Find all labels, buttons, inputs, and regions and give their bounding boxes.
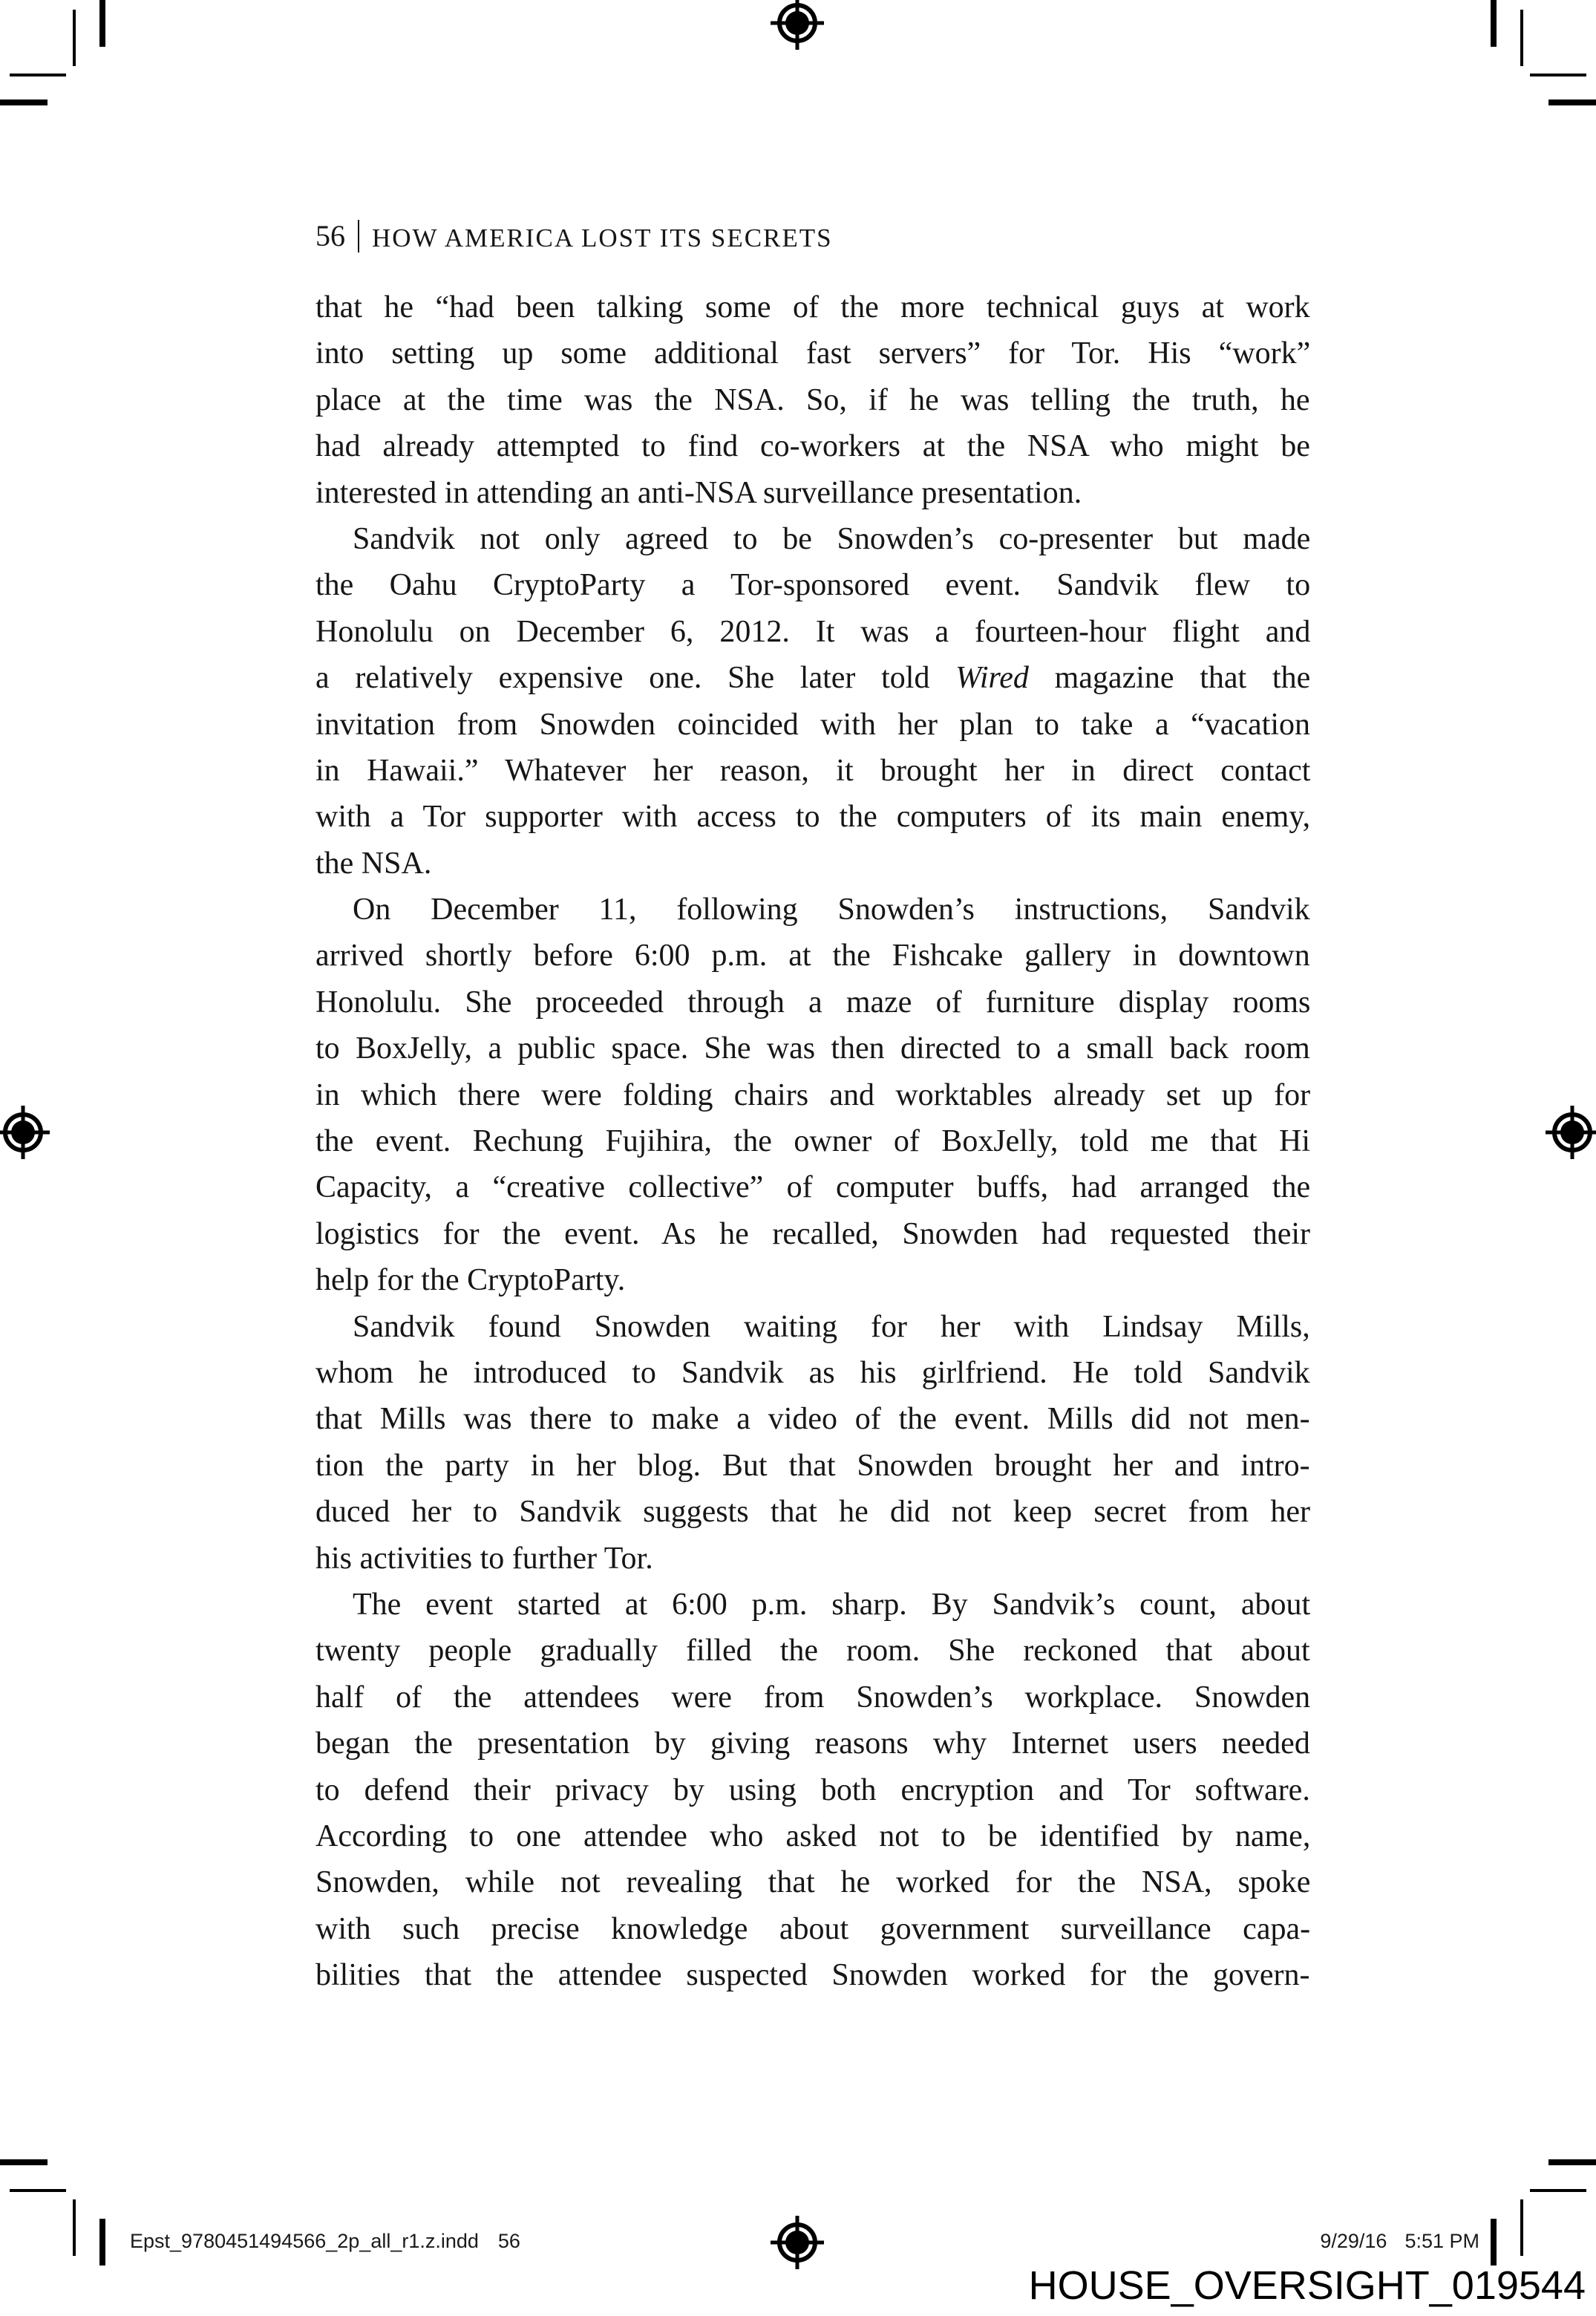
body-line: had already attempted to find co-workers at the NSA who might be <box>315 429 1310 464</box>
body-line: the NSA. <box>315 846 432 881</box>
body-paragraph <box>315 284 1310 516</box>
body-line: help for the CryptoParty. <box>315 1263 626 1298</box>
body-line: arrived shortly before 6:00 p.m. at the Fishcake gallery in downtown <box>315 939 1310 973</box>
body-line: the Oahu CryptoParty a Tor-sponsored event. Sandvik flew to <box>315 568 1311 603</box>
crop-mark <box>1491 0 1497 47</box>
body-line: Honolulu. She proceeded through a maze of furniture display rooms <box>315 985 1311 1020</box>
body-line: in Hawaii.” Whatever her reason, it brought her in direct contact <box>315 753 1311 788</box>
body-line: a relatively expensive one. She later told Wired magazine that the <box>315 661 1311 696</box>
slug-page-number: 56 <box>497 2230 520 2252</box>
crop-mark <box>0 2159 48 2165</box>
body-line: Sandvik not only agreed to be Snowden’s co-presenter but made <box>353 521 1311 556</box>
page-number: 56 <box>315 219 345 252</box>
body-line: interested in attending an anti-NSA surveillance presentation. <box>315 475 1082 510</box>
crop-mark <box>1520 10 1523 66</box>
body-line: in which there were folding chairs and worktables already set up for <box>315 1077 1311 1112</box>
slug-date: 9/29/16 <box>1320 2230 1387 2252</box>
crop-mark <box>0 100 48 105</box>
body-line: invitation from Snowden coincided with her plan to take a “vacation <box>315 707 1310 742</box>
body-line: Capacity, a “creative collective” of computer buffs, had arranged the <box>315 1170 1311 1205</box>
registration-target-icon <box>769 0 825 51</box>
body-line: to BoxJelly, a public space. She was then directed to a small back room <box>315 1031 1310 1066</box>
body-line: the event. Rechung Fujihira, the owner of BoxJelly, told me that Hi <box>315 1124 1311 1159</box>
body-line: duced her to Sandvik suggests that he did not keep secret from her <box>315 1495 1311 1530</box>
crop-mark <box>1520 2199 1523 2256</box>
body-line: with such precise knowledge about government surveillance capa- <box>315 1911 1311 1946</box>
registration-target-icon <box>1544 1104 1596 1161</box>
body-text <box>315 284 1310 1998</box>
body-line: whom he introduced to Sandvik as his girlfriend. He told Sandvik <box>315 1355 1310 1390</box>
body-line: to defend their privacy by using both encryption and Tor software. <box>315 1772 1310 1807</box>
crop-mark <box>10 74 66 76</box>
crop-mark <box>10 2189 66 2192</box>
body-line: that he “had been talking some of the more technical guys at work <box>315 290 1310 324</box>
crop-mark <box>1530 2189 1586 2192</box>
body-line: half of the attendees were from Snowden’s workplace. Snowden <box>315 1680 1311 1715</box>
body-line: tion the party in her blog. But that Snowden brought her and intro- <box>315 1448 1310 1483</box>
crop-mark <box>1548 100 1596 105</box>
body-line: According to one attendee who asked not to be identified by name, <box>315 1818 1311 1853</box>
header-divider <box>358 220 359 252</box>
body-line: his activities to further Tor. <box>315 1541 653 1576</box>
body-line: Honolulu on December 6, 2012. It was a fourteen-hour flight and <box>315 614 1311 649</box>
crop-mark <box>1548 2159 1596 2165</box>
body-line: bilities that the attendee suspected Snowden worked for the govern- <box>315 1958 1310 1993</box>
body-line: Sandvik found Snowden waiting for her with Lindsay Mills, <box>353 1309 1310 1344</box>
body-line: Snowden, while not revealing that he worked for the NSA, spoke <box>315 1865 1311 1900</box>
body-line: The event started at 6:00 p.m. sharp. By Sandvik’s count, about <box>353 1587 1311 1622</box>
body-paragraph <box>315 887 1310 1304</box>
body-line: into setting up some additional fast servers” for Tor. His “work” <box>315 336 1311 371</box>
crop-mark <box>99 0 105 47</box>
body-line: that Mills was there to make a video of the event. Mills did not men- <box>315 1402 1310 1437</box>
body-line: began the presentation by giving reasons why Internet users needed <box>315 1726 1310 1761</box>
body-paragraph <box>315 1304 1310 1582</box>
registration-target-icon <box>0 1104 51 1161</box>
crop-mark <box>73 10 76 66</box>
body-line: twenty people gradually filled the room. She reckoned that about <box>315 1634 1310 1669</box>
print-slug <box>130 2229 520 2253</box>
slug-filename: Epst_9780451494566_2p_all_r1.z.indd <box>130 2230 479 2252</box>
bates-stamp: HOUSE_OVERSIGHT_019544 <box>1028 2263 1586 2308</box>
body-paragraph <box>315 1582 1310 1999</box>
slug-time: 5:51 PM <box>1404 2230 1479 2252</box>
body-line: with a Tor supporter with access to the computers of its main enemy, <box>315 800 1311 835</box>
crop-mark <box>99 2219 105 2266</box>
book-title: HOW AMERICA LOST ITS SECRETS <box>372 224 833 252</box>
crop-mark <box>73 2199 76 2256</box>
body-line: On December 11, following Snowden’s instructions, Sandvik <box>353 893 1310 927</box>
registration-target-icon <box>769 2214 825 2271</box>
crop-mark <box>1491 2219 1497 2266</box>
body-paragraph <box>315 516 1310 887</box>
print-slug-datetime <box>1257 2229 1479 2253</box>
body-line: logistics for the event. As he recalled, Snowden had requested their <box>315 1216 1310 1251</box>
running-head <box>315 220 833 252</box>
crop-mark <box>1530 74 1586 76</box>
body-line: place at the time was the NSA. So, if he was telling the truth, he <box>315 382 1310 417</box>
